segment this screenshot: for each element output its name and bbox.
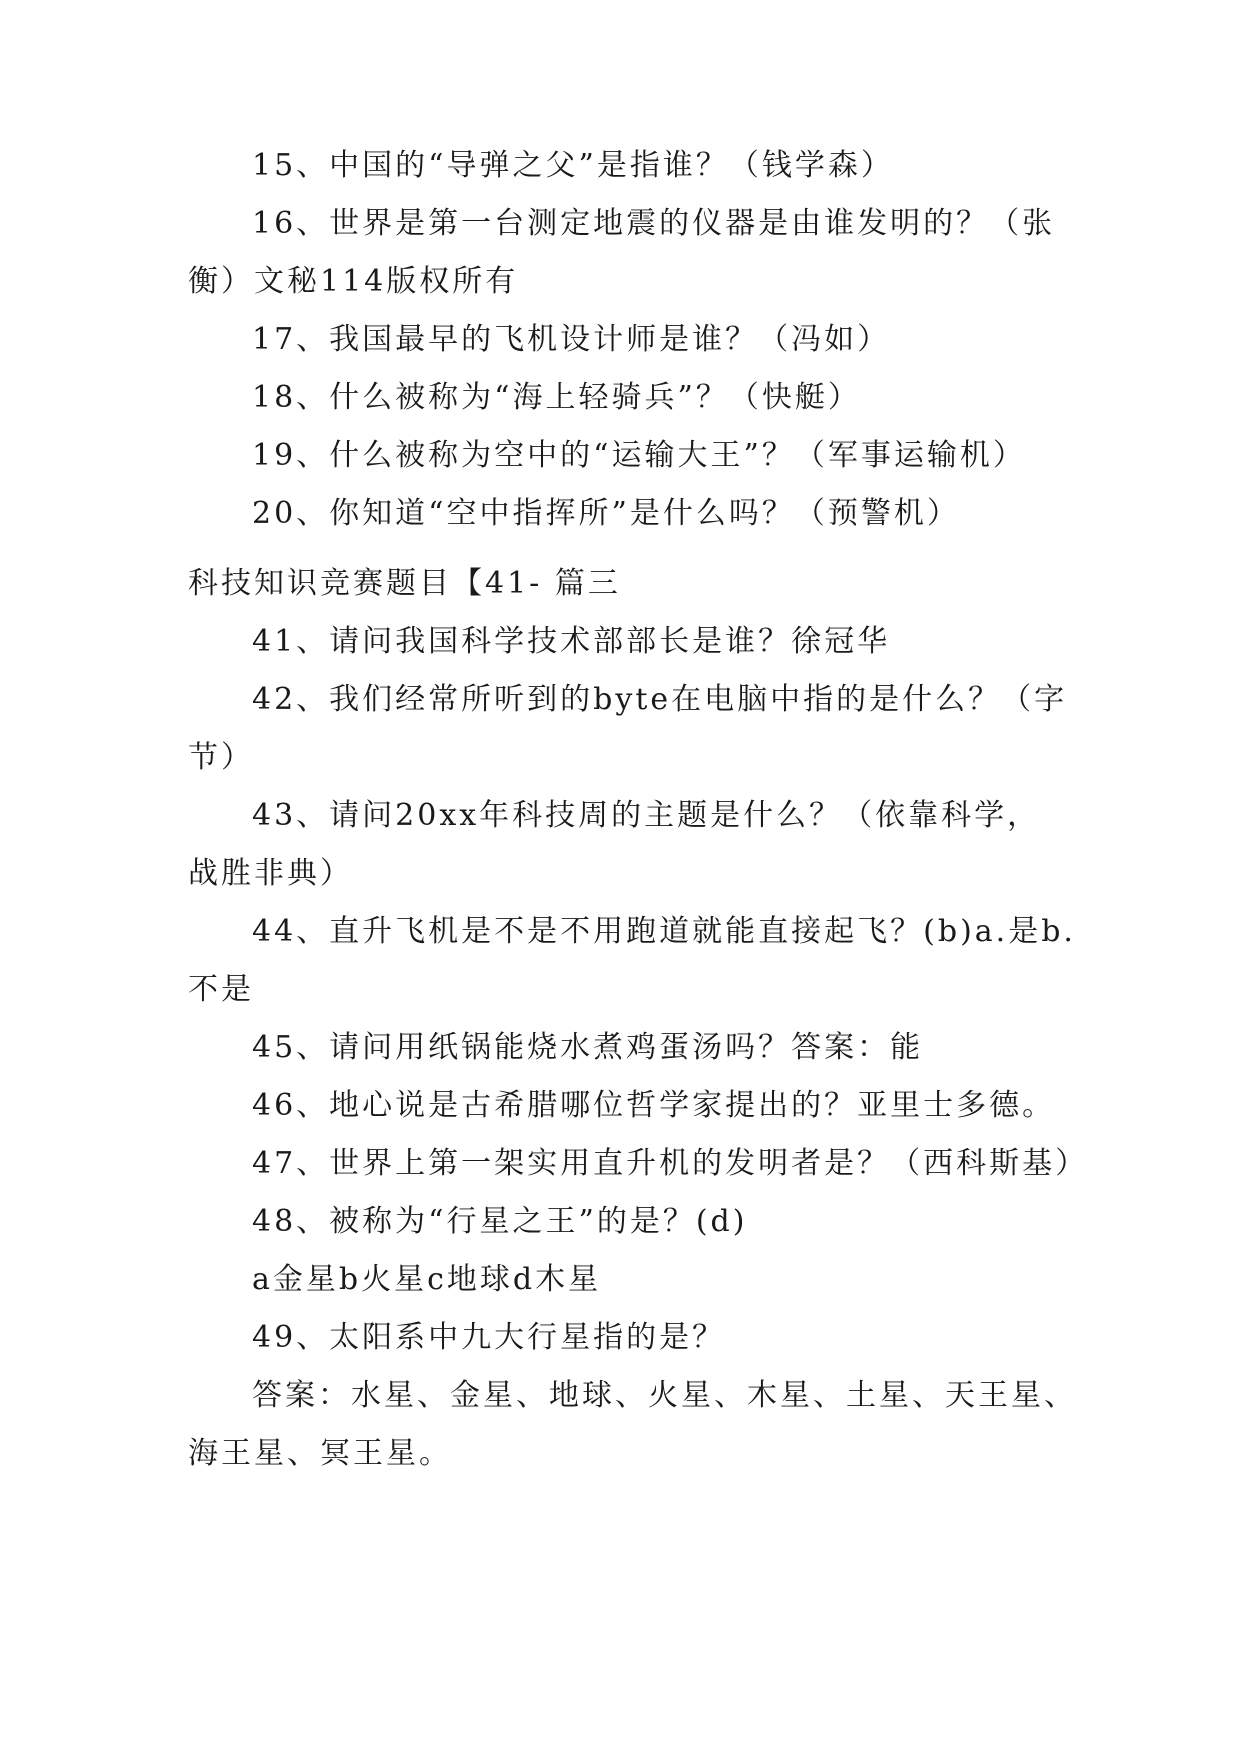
question-44-continued: 不是 — [188, 972, 254, 1007]
question-41: 41、请问我国科学技术部部长是谁？徐冠华 — [252, 624, 891, 659]
question-48-options: a金星b火星c地球d木星 — [252, 1262, 602, 1297]
section-heading: 科技知识竞赛题目【41- 篇三 — [188, 566, 621, 601]
question-42: 42、我们经常所听到的byte在电脑中指的是什么？（字 — [252, 682, 1068, 717]
question-49: 49、太阳系中九大行星指的是？ — [252, 1320, 726, 1355]
section-2 — [188, 555, 1089, 1483]
question-43-continued: 战胜非典） — [188, 856, 353, 891]
question-49-answer: 答案：水星、金星、地球、火星、木星、土星、天王星、 — [252, 1378, 1077, 1413]
question-45: 45、请问用纸锅能烧水煮鸡蛋汤吗？答案：能 — [252, 1030, 924, 1065]
question-15: 15、中国的“导弹之父”是指谁？（钱学森） — [252, 148, 894, 183]
question-43: 43、请问20xx年科技周的主题是什么？（依靠科学， — [252, 798, 1041, 833]
question-44: 44、直升飞机是不是不用跑道就能直接起飞？(b)a.是b. — [252, 914, 1076, 949]
section-1 — [188, 137, 1068, 543]
question-49-answer-continued: 海王星、冥王星。 — [188, 1436, 452, 1471]
question-17: 17、我国最早的飞机设计师是谁？（冯如） — [252, 322, 891, 357]
question-20: 20、你知道“空中指挥所”是什么吗？（预警机） — [252, 496, 960, 531]
question-16: 16、世界是第一台测定地震的仪器是由谁发明的？（张 — [252, 206, 1056, 241]
question-46: 46、地心说是古希腊哪位哲学家提出的？亚里士多德。 — [252, 1088, 1056, 1123]
question-47: 47、世界上第一架实用直升机的发明者是？（西科斯基） — [252, 1146, 1089, 1181]
question-18: 18、什么被称为“海上轻骑兵”？（快艇） — [252, 380, 861, 415]
question-19: 19、什么被称为空中的“运输大王”？（军事运输机） — [252, 438, 1026, 473]
question-48: 48、被称为“行星之王”的是？(d) — [252, 1204, 748, 1239]
question-16-continued: 衡）文秘114版权所有 — [188, 264, 519, 299]
question-42-continued: 节） — [188, 740, 254, 775]
